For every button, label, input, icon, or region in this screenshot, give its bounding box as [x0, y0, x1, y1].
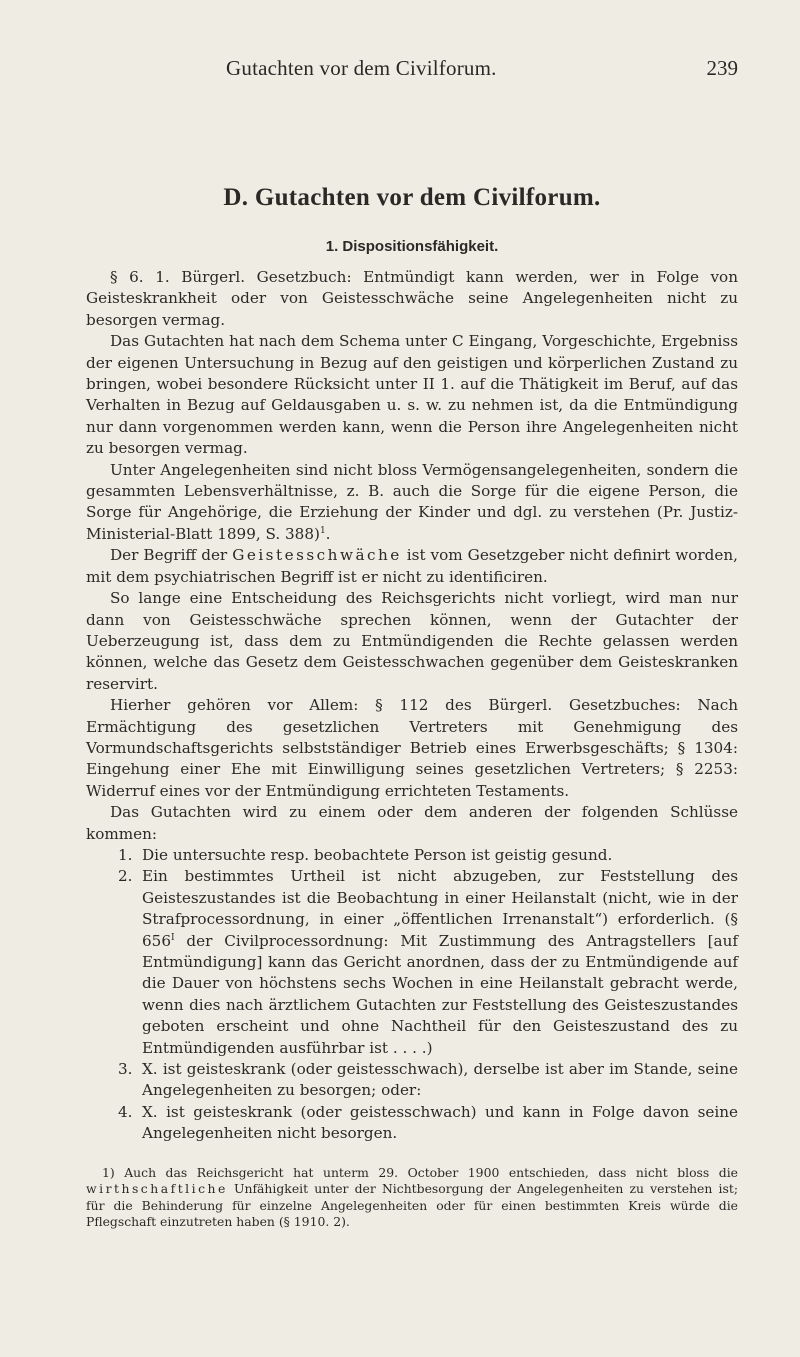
- paragraph-1: § 6. 1. Bürgerl. Gesetzbuch: Entmündigt kann werden, wer in Folge von Geisteskrankheit oder von Geistesschwäche seine Angelegenheiten nicht zu besorgen vermag.: [86, 268, 738, 329]
- running-title: Gutachten vor dem Civilforum.: [226, 56, 497, 80]
- footnote-text-a: Auch das Reichsgericht hat unterm 29. October 1900 entschieden, dass nicht bloss die: [114, 1164, 738, 1180]
- paragraph-3-end: .: [325, 524, 331, 543]
- page-number: 239: [706, 56, 738, 80]
- paragraph-4-text-a: Der Begriff der: [110, 546, 233, 565]
- footnote-ref: 1: [319, 525, 326, 536]
- conclusion-text-b: der Civilprocessordnung: Mit Zustimmung des Antragstellers [auf Entmündigung] kann das Gericht anordnen, dass der zu Entmündigende auf die Dauer von höchstens sechs Wochen in eine Heilanstalt gebracht werde, wenn dies nach ärztlichem Gutachten zur Feststellung des Geisteszustandes geboten erscheint und ohne Nachtheil für den Geisteszustand des zu Entmündigenden ausführbar ist . . . .): [142, 931, 738, 1057]
- conclusion-item-4: [86, 1102, 738, 1145]
- body-text: [86, 267, 738, 1231]
- running-header: [86, 48, 738, 88]
- paragraph-5: So lange eine Entscheidung des Reichsgerichts nicht vorliegt, wird man nur dann von Geistesschwäche sprechen können, wenn der Gutachter der Ueberzeugung ist, dass dem zu Entmündigenden die Rechte gelassen werden können, welche das Gesetz dem Geistesschwachen gegenüber dem Geisteskranken reservirt.: [86, 589, 738, 693]
- conclusion-number: 4.: [118, 1102, 133, 1121]
- emphasized-term: Geistesschwäche: [232, 546, 402, 565]
- conclusion-text-a: Ein bestimmtes Urtheil ist nicht abzugeben, zur Feststellung des Geisteszustandes ist die Beobachtung in einer Heilanstalt (nicht, wie in der Strafprocessordnung, in einer „öffentlichen Irrenanstalt“) erforderlich. (§ 656: [142, 867, 738, 950]
- footnote-marker: 1): [102, 1164, 115, 1180]
- conclusion-number: 1.: [118, 845, 133, 864]
- subsection-heading: 1. Dispositionsfähigkeit.: [325, 238, 499, 255]
- superscript-numeral: I: [171, 932, 175, 943]
- paragraph-3: [86, 460, 738, 546]
- paragraph-6: Hierher gehören vor Allem: § 112 des Bürgerl. Gesetzbuches: Nach Ermächtigung des gesetzlichen Vertreters mit Genehmigung des Vormundschaftsgerichts selbstständiger Betrieb eines Erwerbsgeschäfts; § 1304: Eingehung einer Ehe mit Einwilligung seines gesetzlichen Vertreters; § 2253: Widerruf eines vor der Entmündigung errichteten Testaments.: [86, 696, 738, 800]
- paragraph-2: Das Gutachten hat nach dem Schema unter C Eingang, Vorgeschichte, Ergebniss der eigenen Untersuchung in Bezug auf den geistigen und körperlichen Zustand zu bringen, wobei besondere Rücksicht unter II 1. auf die Thätigkeit im Beruf, auf das Verhalten in Bezug auf Geldausgaben u. s. w. zu nehmen ist, da die Entmündigung nur dann vorgenommen werden kann, wenn die Person ihre Angelegenheiten nicht zu besorgen vermag.: [86, 332, 738, 458]
- paragraph-4: [86, 545, 738, 588]
- paragraph-4-text-b: ist vom Gesetzgeber nicht definirt worden, mit dem psychiatrischen Begriff ist er nicht zu identificiren.: [86, 546, 738, 586]
- conclusion-text: X. ist geisteskrank (oder geistesschwach) und kann in Folge davon seine Angelegenheiten nicht besorgen.: [142, 1102, 738, 1143]
- paragraph-7: Das Gutachten wird zu einem oder dem anderen der folgenden Schlüsse kommen:: [86, 803, 738, 843]
- paragraph-3-text: Unter Angelegenheiten sind nicht bloss Vermögensangelegenheiten, sondern die gesammten Lebensverhältnisse, z. B. auch die Sorge für die eigene Person, die Sorge für Angehörige, die Erziehung der Kinder und dgl. zu verstehen (Pr. Justiz-Ministerial-Blatt 1899, S. 388): [86, 460, 738, 543]
- conclusion-number: 2.: [118, 867, 133, 886]
- conclusion-number: 3.: [118, 1060, 133, 1079]
- section-heading: D. Gutachten vor dem Civilforum.: [223, 184, 601, 211]
- footnote-text-b: Unfähigkeit unter der Nichtbesorgung der Angelegenheiten zu verstehen ist; für die Behinderung für einzelne Angelegenheiten oder für einen bestimmten Kreis würde die Pflegschaft einzutreten haben (§ 1910. 2).: [86, 1181, 738, 1230]
- conclusion-text: X. ist geisteskrank (oder geistesschwach), derselbe ist aber im Stande, seine Angelegenheiten zu besorgen; oder:: [142, 1060, 738, 1100]
- footnote: [86, 1165, 738, 1231]
- conclusion-text: Die untersuchte resp. beobachtete Person ist geistig gesund.: [142, 845, 613, 864]
- conclusion-item-2: [86, 866, 738, 1059]
- footnote-emphasis: wirthschaftliche: [86, 1181, 228, 1197]
- conclusion-item-3: [86, 1059, 738, 1102]
- conclusion-item-1: [86, 845, 738, 866]
